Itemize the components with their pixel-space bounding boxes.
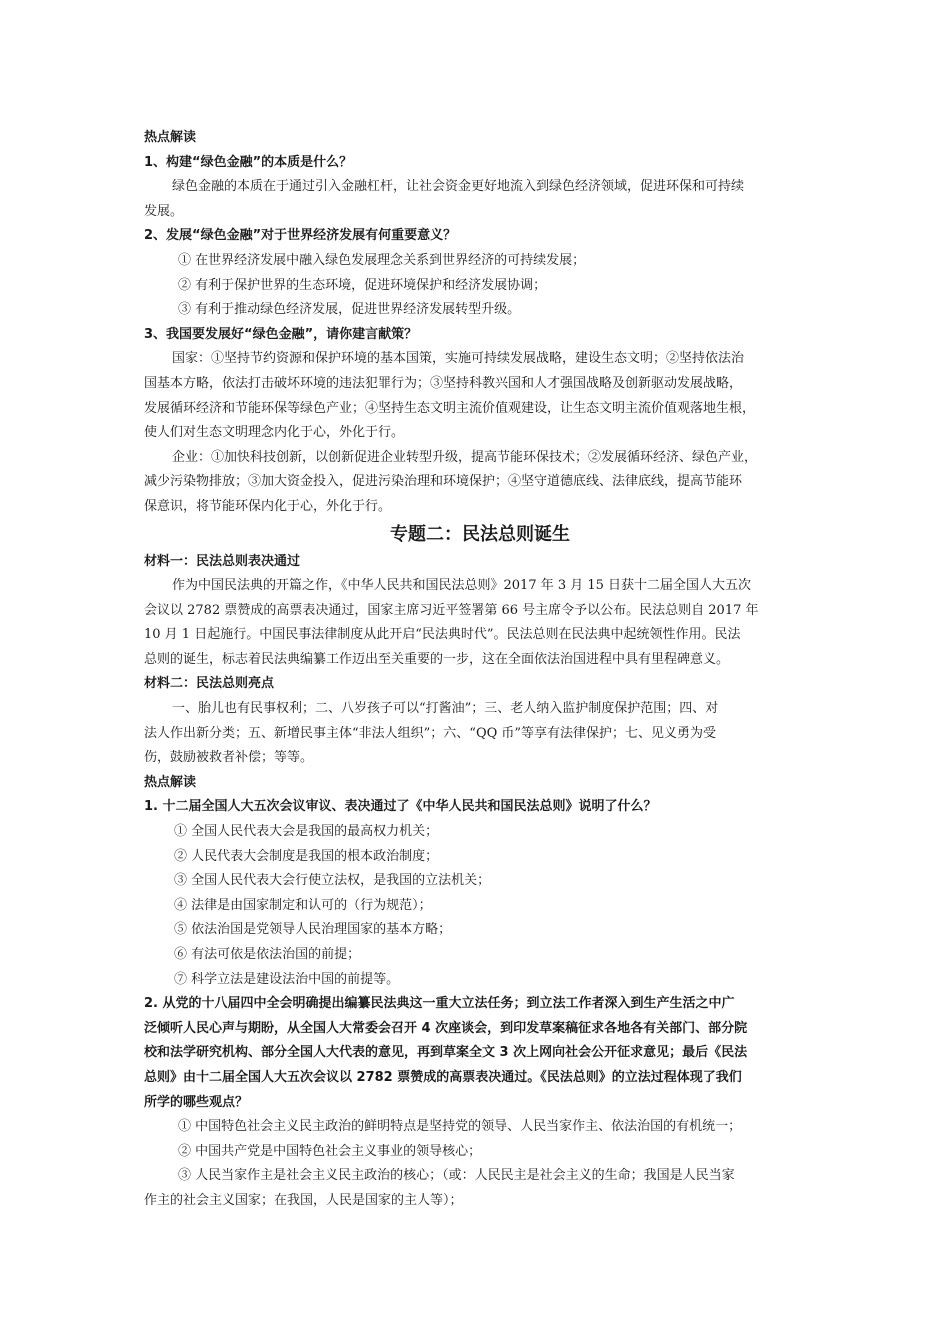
answer-item: ④ 法律是由国家制定和认可的（行为规范）； <box>174 897 432 913</box>
answer-item: ⑦ 科学立法是建设法治中国的前提等。 <box>174 971 400 987</box>
question-1: 1. 十二届全国人大五次会议审议、表决通过了《中华人民共和国民法总则》说明了什么？ <box>144 799 657 815</box>
answer-item: ③ 有利于推动绿色经济发展，促进世界经济发展转型升级。 <box>178 302 521 318</box>
question-2-line: 所学的哪些观点？ <box>144 1094 249 1110</box>
material-line: 伤，鼓励被救者补偿；等等。 <box>144 750 314 766</box>
question-2-line: 总则》由十二届全国人大五次会议以 2782 票赞成的高票表决通过。《民法总则》的立法过程体现了我们 <box>144 1069 742 1085</box>
material-line: 一、胎儿也有民事权利；二、八岁孩子可以“打酱油”；三、老人纳入监护制度保护范围；四、对 <box>172 701 719 717</box>
answer-item: ① 在世界经济发展中融入绿色发展理念关系到世界经济的可持续发展； <box>178 252 586 268</box>
material-line: 作为中国民法典的开篇之作，《中华人民共和国民法总则》2017 年 3 月 15 日获十二届全国人大五次 <box>172 578 752 594</box>
material-line: 会议以 2782 票赞成的高票表决通过，国家主席习近平签署第 66 号主席令予以公布。民法总则自 2017 年 <box>144 602 759 618</box>
answer-item: ② 有利于保护世界的生态环境，促进环境保护和经济发展协调； <box>178 277 547 293</box>
section-heading: 热点解读 <box>144 130 197 145</box>
material-line: 法人作出新分类；五、新增民事主体“非法人组织”；六、“QQ 币”等享有法律保护；七、见义勇为受 <box>144 725 717 741</box>
material-2-heading: 材料二：民法总则亮点 <box>144 676 275 692</box>
answer-item: ⑤ 依法治国是党领导人民治理国家的基本方略； <box>174 922 452 938</box>
answer-line: 企业：①加快科技创新，以创新促进企业转型升级，提高节能环保技术；②发展循环经济、绿色产业， <box>172 449 758 465</box>
answer-item: ① 中国特色社会主义民主政治的鲜明特点是坚持党的领导、人民当家作主、依法治国的有机统一； <box>178 1119 742 1135</box>
question-3: 3、我国要发展好“绿色金融”，请你建言献策？ <box>144 326 418 342</box>
answer-line: 国家：①坚持节约资源和保护环境的基本国策，实施可持续发展战略，建设生态文明；②坚持依法治 <box>172 351 745 367</box>
answer-line: 国基本方略，依法打击破坏环境的违法犯罪行为；③坚持科教兴国和人才强国战略及创新驱动发展战略， <box>144 375 743 391</box>
answer-line: 发展。 <box>144 203 184 219</box>
answer-line: 绿色金融的本质在于通过引入金融杠杆，让社会资金更好地流入到绿色经济领域，促进环保和可持续 <box>172 179 745 195</box>
question-2-line: 校和法学研究机构、部分全国人大代表的意见，再到草案全文 3 次上网向社会公开征求意见；最后《民法 <box>144 1045 748 1061</box>
answer-line: 作主的社会主义国家；在我国，人民是国家的主人等）； <box>144 1192 463 1208</box>
question-1: 1、构建“绿色金融”的本质是什么？ <box>144 154 353 170</box>
material-line: 总则的诞生，标志着民法典编纂工作迈出至关重要的一步，这在全面依法治国进程中具有里程碑意义。 <box>144 651 730 667</box>
answer-line: 减少污染物排放；③加大资金投入，促进污染治理和环境保护；④坚守道德底线、法律底线，提高节能环 <box>144 474 743 490</box>
question-2: 2、发展“绿色金融”对于世界经济发展有何重要意义？ <box>144 228 457 244</box>
question-2-line: 泛倾听人民心声与期盼，从全国人大常委会召开 4 次座谈会，到印发草案稿征求各地各有关部门、部分院 <box>144 1020 748 1036</box>
question-2-line: 2. 从党的十八届四中全会明确提出编纂民法典这一重大立法任务；到立法工作者深入到生产生活之中广 <box>144 996 735 1012</box>
answer-line: 使人们对生态文明理念内化于心，外化于行。 <box>144 425 405 441</box>
answer-line: 发展循环经济和节能环保等绿色产业；④坚持生态文明主流价值观建设，让生态文明主流价值观落地生根， <box>144 400 756 416</box>
topic-title: 专题二：民法总则诞生 <box>390 523 570 545</box>
answer-item: ⑥ 有法可依是依法治国的前提； <box>174 947 361 962</box>
answer-item: ② 中国共产党是中国特色社会主义事业的领导核心； <box>178 1143 482 1159</box>
answer-item: ② 人民代表大会制度是我国的根本政治制度； <box>174 848 439 864</box>
material-line: 10 月 1 日起施行。中国民事法律制度从此开启“民法典时代”。民法总则在民法典中起统领性作用。民法 <box>144 627 741 643</box>
answer-item: ③ 人民当家作主是社会主义民主政治的核心；（或：人民民主是社会主义的生命；我国是人民当家 <box>178 1168 735 1184</box>
document-page <box>144 126 816 1214</box>
material-1-heading: 材料一：民法总则表决通过 <box>144 553 301 569</box>
answer-item: ③ 全国人民代表大会行使立法权，是我国的立法机关； <box>174 873 491 889</box>
answer-line: 保意识，将节能环保内化于心，外化于行。 <box>144 498 392 514</box>
answer-item: ① 全国人民代表大会是我国的最高权力机关； <box>174 824 439 840</box>
section-heading: 热点解读 <box>144 774 197 790</box>
